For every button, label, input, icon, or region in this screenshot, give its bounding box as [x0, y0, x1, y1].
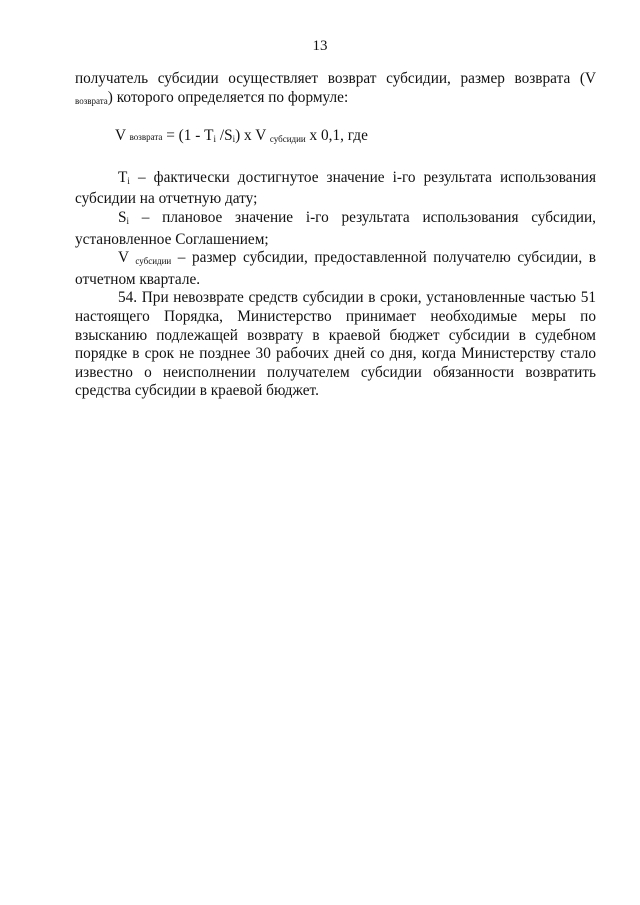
definition-symbol: S [118, 208, 127, 226]
definition-t [75, 169, 596, 209]
definition-symbol-sub: субсидии [135, 256, 172, 267]
formula-v-return: V [115, 127, 130, 145]
definition-text: – размер субсидии, предоставленной получателю субсидии, в отчетном квартале. [75, 249, 596, 288]
formula-divide: /S [216, 127, 233, 145]
formula-s-sub: i [232, 134, 236, 145]
definition-symbol: T [118, 168, 128, 186]
definition-text: – плановое значение i-го результата использования субсидии, установленное Соглашением; [75, 208, 596, 248]
formula-v-subsidy-sub: субсидии [269, 134, 306, 145]
intro-paragraph [75, 70, 596, 110]
definition-symbol-sub: i [126, 215, 130, 226]
definition-symbol-sub: i [127, 175, 130, 186]
intro-text-start: получатель субсидии осуществляет возврат субсидии, размер возврата (V [75, 70, 596, 87]
intro-text-end: ) которого определяется по формуле: [107, 88, 349, 106]
intro-subscript: возврата [75, 95, 108, 106]
definition-text: – фактически достигнутое значение i-го результата использования субсидии на отчетную дату; [75, 168, 596, 208]
definition-s [75, 209, 596, 249]
formula-v-return-sub: возврата [129, 132, 163, 143]
definition-v [75, 249, 596, 289]
formula-times: ) x V [235, 127, 270, 145]
formula [75, 127, 596, 149]
document-body [75, 70, 596, 401]
formula-t-sub: i [213, 134, 217, 145]
page-number: 13 [312, 38, 328, 54]
formula-tail: x 0,1, где [305, 127, 368, 145]
definition-symbol: V [118, 249, 136, 267]
formula-equals: = (1 - T [162, 127, 214, 145]
clause-54-paragraph: 54. При невозврате средств субсидии в сроки, установленные частью 51 настоящего Порядка, Министерство принимает необходимые меры по взысканию подлежащей возврату в краевой бюджет субсидии в судебном порядке в срок не позднее 30 рабочих дней со дня, когда Министерству стало известно о неисполнении получателем субсидии обязанности возвратить средства субсидии в краевой бюджет. [75, 289, 596, 400]
